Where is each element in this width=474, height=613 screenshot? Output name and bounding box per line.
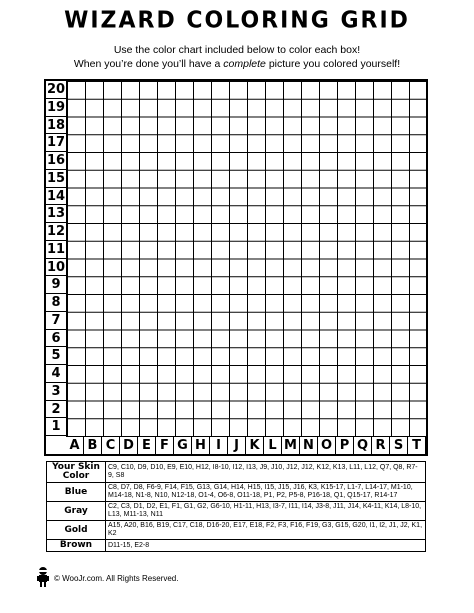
- row-label: 20: [46, 82, 66, 97]
- column-label: F: [156, 437, 174, 455]
- column-label: L: [264, 437, 282, 455]
- coloring-grid[interactable]: [66, 81, 426, 436]
- color-cells: D11-15, E2-8: [106, 540, 426, 552]
- column-label: B: [84, 437, 102, 455]
- column-label: K: [246, 437, 264, 455]
- color-chart-row: [47, 502, 426, 521]
- column-label: N: [300, 437, 318, 455]
- color-name: Gold: [47, 521, 106, 540]
- color-cells: C2, C3, D1, D2, E1, F1, G1, G2, G6-10, H1-11, H13, I3-7, I11, I14, J3-8, J11, J14, K4-11, K14, L8-10, L13, M11-13, N11: [106, 502, 426, 521]
- row-label: 11: [46, 241, 66, 257]
- row-label: 2: [46, 401, 66, 419]
- column-label: M: [282, 437, 300, 455]
- color-chart: [46, 461, 426, 552]
- row-label: 18: [46, 117, 66, 133]
- color-chart-row: [47, 521, 426, 540]
- color-cells: C8, D7, D8, F6-9, F14, F15, G13, G14, H14, H15, I15, J15, J16, K3, K15-17, L1-7, L14-17, M1-10, M14-18, N1-8, N10, N12-18, O1-4, O6-8, O11-18, P1, P2, P5-8, P16-18, Q1, Q15-17, R14-17: [106, 483, 426, 502]
- column-label: P: [336, 437, 354, 455]
- column-label: I: [210, 437, 228, 455]
- column-label: C: [102, 437, 120, 455]
- color-name: Blue: [47, 483, 106, 502]
- row-label: 9: [46, 276, 66, 294]
- column-label: E: [138, 437, 156, 455]
- color-cells: C9, C10, D9, D10, E9, E10, H12, I8-10, I12, I13, J9, J10, J12, J12, K12, K13, L11, L12, Q7, Q8, R7-9, S8: [106, 462, 426, 483]
- row-label: 3: [46, 383, 66, 401]
- row-label: 14: [46, 188, 66, 204]
- row-label: 1: [46, 418, 66, 436]
- color-name: Gray: [47, 502, 106, 521]
- instructions-line-2-start: When you’re done you’ll have a: [73, 58, 224, 70]
- copyright-text: © WooJr.com. All Rights Reserved.: [54, 574, 179, 583]
- column-label: D: [120, 437, 138, 455]
- color-cells: A15, A20, B16, B19, C17, C18, D16-20, E17, E18, F2, F3, F16, F19, G3, G15, G20, I1, I2, J1, J2, K1, K2: [106, 521, 426, 540]
- row-label: 19: [46, 99, 66, 115]
- row-label: 5: [46, 347, 66, 365]
- row-label: 7: [46, 312, 66, 330]
- row-label: 12: [46, 224, 66, 239]
- instructions-line-2-end: picture you colored yourself!: [265, 58, 401, 70]
- color-name: Your Skin Color: [47, 462, 106, 483]
- column-label: J: [228, 437, 246, 455]
- column-labels: [66, 436, 426, 455]
- column-label: H: [192, 437, 210, 455]
- column-label: O: [318, 437, 336, 455]
- column-label: R: [372, 437, 390, 455]
- row-label: 13: [46, 206, 66, 222]
- row-label: 16: [46, 153, 66, 168]
- row-label: 8: [46, 294, 66, 312]
- row-label: 10: [46, 259, 66, 275]
- row-label: 17: [46, 135, 66, 151]
- row-labels: [46, 81, 66, 436]
- color-chart-row: [47, 462, 426, 483]
- ninja-logo-icon: [36, 566, 50, 588]
- instructions-line-1: Use the color chart included below to color each box!: [113, 44, 361, 56]
- column-label: T: [408, 437, 426, 455]
- color-name: Brown: [47, 540, 106, 552]
- row-label: 15: [46, 170, 66, 186]
- row-label: 4: [46, 365, 66, 383]
- grid-corner: [46, 436, 66, 455]
- column-label: Q: [354, 437, 372, 455]
- color-chart-row: [47, 483, 426, 502]
- column-label: S: [390, 437, 408, 455]
- instructions-emphasis: complete: [223, 58, 266, 70]
- column-label: A: [66, 437, 84, 455]
- row-label: 6: [46, 330, 66, 348]
- instructions-line-2: [0, 58, 474, 70]
- color-chart-row: [47, 540, 426, 552]
- footer: [36, 566, 236, 588]
- column-label: G: [174, 437, 192, 455]
- page-title: WIZARD COLORING GRID: [64, 7, 410, 34]
